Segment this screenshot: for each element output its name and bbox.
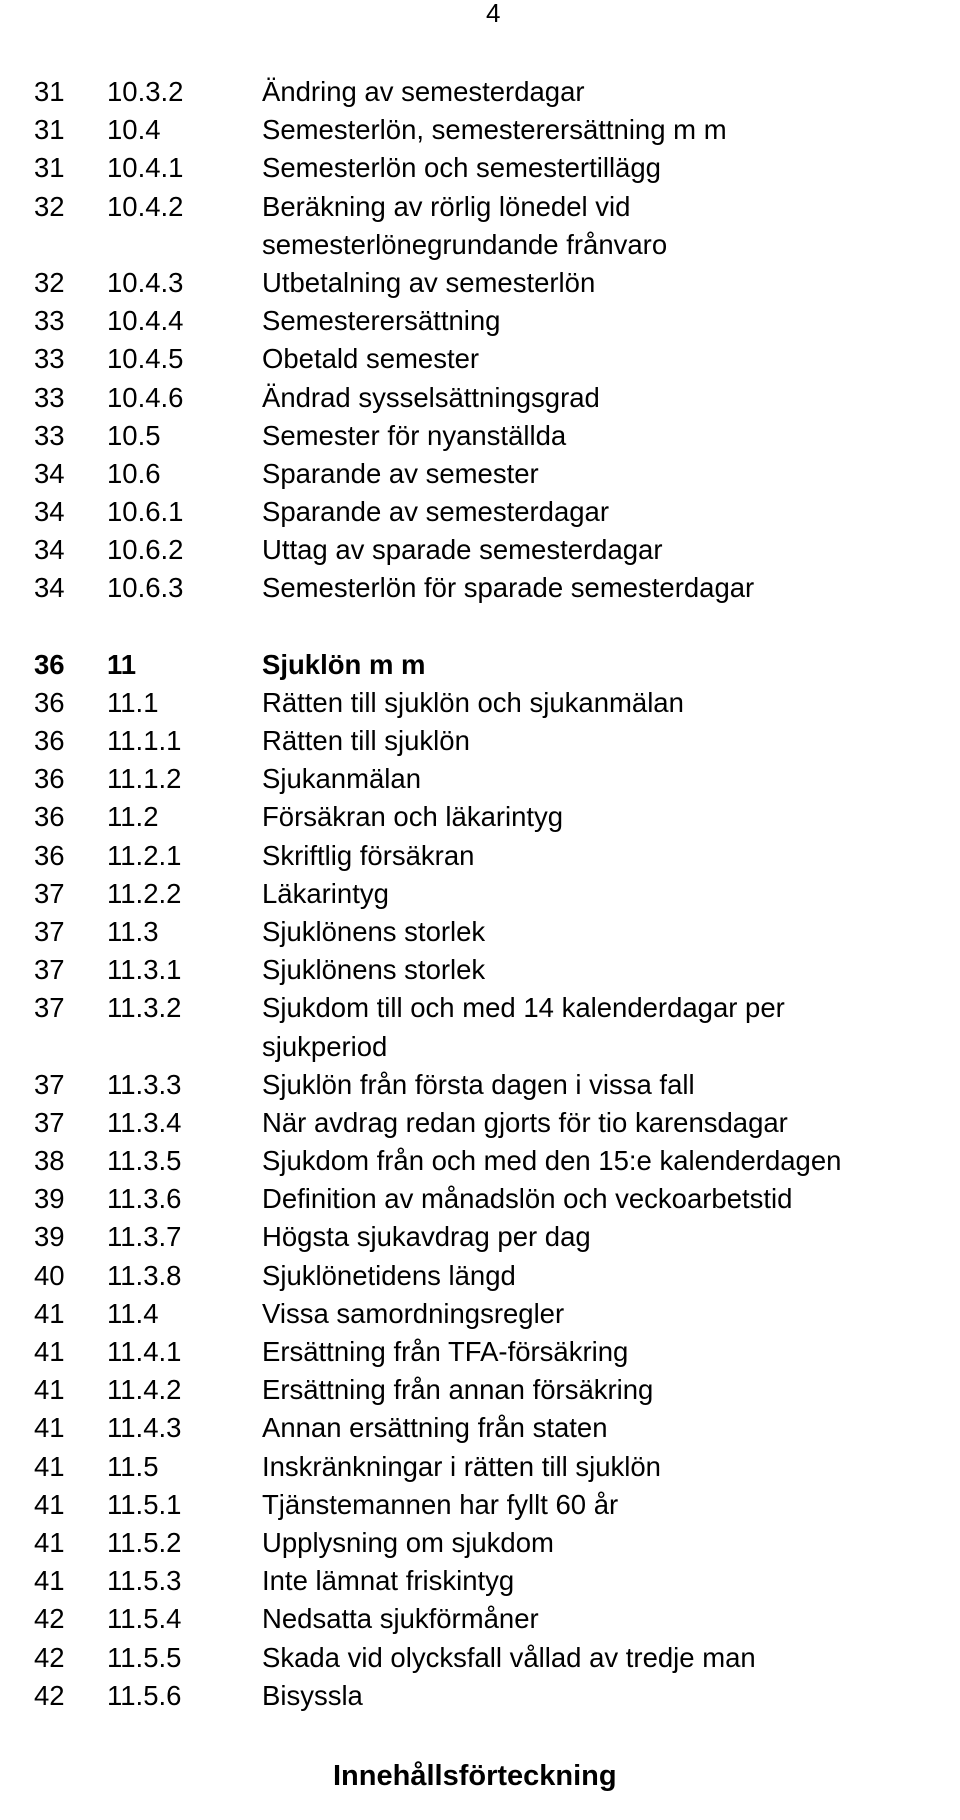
toc-entry-page: 41: [34, 1374, 65, 1406]
toc-entry-title-line: Nedsatta sjukförmåner: [262, 1603, 539, 1635]
toc-entry-page: 41: [34, 1336, 65, 1368]
toc-entry: [34, 989, 960, 1065]
toc-entry-title-line: Utbetalning av semesterlön: [262, 266, 596, 298]
toc-entry: [34, 1218, 960, 1256]
toc-entry-title-line: Rätten till sjuklön och sjukanmälan: [262, 686, 684, 718]
footer-title: Innehållsförteckning: [333, 1760, 617, 1792]
toc-entry-section-number: 11.3.8: [107, 1259, 182, 1291]
toc-entry-section-number: 11.3.6: [107, 1183, 182, 1215]
toc-entry-section-number: 10.4.3: [107, 266, 184, 298]
toc-entry-title-line: Tjänstemannen har fyllt 60 år: [262, 1488, 619, 1520]
toc-entry: [34, 379, 960, 417]
toc-entry-page: 37: [34, 1068, 65, 1100]
toc-entry-title: [262, 1218, 591, 1256]
toc-entry-title: [262, 417, 566, 455]
toc-entry-title-line: Sjuklönens storlek: [262, 954, 486, 986]
toc-entry-section-number: 10.4.2: [107, 190, 184, 222]
toc-entry-title-line: Semesterlön och semestertillägg: [262, 152, 661, 184]
toc-entry-page: 41: [34, 1297, 65, 1329]
toc-entry: [34, 531, 960, 569]
toc-entry-section-number: 10.3.2: [107, 76, 184, 107]
toc-entry-section-number: 11.4: [107, 1297, 159, 1329]
toc-entry-section-number: 10.6.2: [107, 534, 184, 566]
toc-entry-section-number: 11.3: [107, 915, 159, 947]
toc-entry-title: [262, 1524, 554, 1562]
toc-entry-title: [262, 455, 539, 493]
toc-entry-title-line: Inskränkningar i rätten till sjuklön: [262, 1450, 661, 1482]
toc-entry: [34, 1333, 960, 1371]
toc-entry-title-line: Rätten till sjuklön: [262, 725, 470, 757]
toc-entry-page: 37: [34, 992, 65, 1024]
toc-entry: [34, 264, 960, 302]
toc-entry-title: [262, 1257, 516, 1295]
toc-entry-title: [262, 1562, 514, 1600]
toc-entry-section-number: 10.4: [107, 114, 161, 146]
toc-entry-section-number: 11.4.1: [107, 1336, 182, 1368]
toc-entry-section-number: 11.5: [107, 1450, 159, 1482]
toc-entry-page: 33: [34, 419, 65, 451]
toc-entry-title: [262, 1333, 628, 1371]
toc-entry-section-number: 11.5.5: [107, 1641, 182, 1673]
toc-entry-page: 42: [34, 1679, 65, 1711]
toc-entry-title-line: Semesterlön, semesterersättning m m: [262, 114, 727, 146]
toc-entry-page: 37: [34, 877, 65, 909]
toc-entry-title-line: Sjuklön m m: [262, 648, 426, 680]
toc-entry-title-line: semesterlönegrundande frånvaro: [262, 228, 668, 260]
toc-entry-title: [262, 1104, 788, 1142]
toc-entry-title-line: Sparande av semester: [262, 457, 539, 489]
toc-entry: [34, 798, 960, 836]
toc-entry-page: 31: [34, 114, 65, 146]
toc-entry-section-number: 11.3.3: [107, 1068, 182, 1100]
toc-entry: [34, 188, 960, 264]
toc-entry: [34, 340, 960, 378]
toc-entry-page: 34: [34, 572, 65, 604]
toc-entry-title: [262, 837, 474, 875]
toc-entry: [34, 111, 960, 149]
toc-entry-title: [262, 569, 754, 607]
toc-entry-title-line: Semester för nyanställda: [262, 419, 567, 451]
toc-entry-title: [262, 1677, 363, 1715]
toc-entry-title: [262, 149, 661, 187]
toc-entry: [34, 1600, 960, 1638]
toc-entry-page: 41: [34, 1526, 65, 1558]
toc-entry-section-number: 11.2.2: [107, 877, 182, 909]
toc-entry-title-line: Sjukanmälan: [262, 763, 421, 795]
toc-entry: [34, 1524, 960, 1562]
toc-entry-title: [262, 1486, 618, 1524]
toc-entry: [34, 302, 960, 340]
toc-entry-page: 32: [34, 190, 65, 222]
toc-entry-page: 36: [34, 763, 65, 795]
toc-entry-page: 41: [34, 1412, 65, 1444]
toc-entry-title-line: Ersättning från TFA-försäkring: [262, 1336, 629, 1368]
page-number: 4: [486, 0, 501, 28]
toc-entry-title-line: Ersättning från annan försäkring: [262, 1374, 654, 1406]
toc-entry-title-line: Bisyssla: [262, 1679, 363, 1711]
toc-entry-page: 32: [34, 266, 65, 298]
toc-entry-title: [262, 1448, 661, 1486]
toc-entry-section-number: 11.3.5: [107, 1145, 182, 1177]
toc-entry-section-number: 11.5.1: [107, 1488, 182, 1520]
toc-entry-title-line: Obetald semester: [262, 343, 480, 375]
toc-entry-section-number: 11.3.1: [107, 954, 182, 986]
toc-entry-title: [262, 340, 479, 378]
toc-entry: [34, 875, 960, 913]
toc-entry: [34, 1295, 960, 1333]
toc-entry: [34, 569, 960, 607]
toc-entry: [34, 73, 960, 111]
toc-entry-page: 41: [34, 1488, 65, 1520]
toc-entry-page: 42: [34, 1603, 65, 1635]
toc-entry-page: 33: [34, 305, 65, 337]
toc-entry: [34, 913, 960, 951]
toc-entry-page: 39: [34, 1221, 65, 1253]
toc-entry-section-number: 11.3.2: [107, 992, 182, 1024]
toc-entry: [34, 646, 960, 684]
toc-entry-title: [262, 646, 426, 684]
toc-entry-section-number: 10.6.1: [107, 496, 184, 528]
toc-entry: [34, 1180, 960, 1218]
toc-entry-page: 36: [34, 648, 65, 680]
toc-entry-page: 37: [34, 954, 65, 986]
toc-entry-title-line: Annan ersättning från staten: [262, 1412, 608, 1444]
toc-entry-page: 38: [34, 1145, 65, 1177]
toc-entry-section-number: 11.1.1: [107, 725, 182, 757]
toc-entry-section-number: 11.3.4: [107, 1106, 182, 1138]
toc-entry-title: [262, 493, 609, 531]
toc-entry-title-line: Upplysning om sjukdom: [262, 1526, 554, 1558]
toc-entry-title-line: Försäkran och läkarintyg: [262, 801, 564, 833]
toc-entry-page: 36: [34, 801, 65, 833]
toc-entry: [34, 1562, 960, 1600]
toc-entry-title: [262, 913, 485, 951]
toc-entry: [34, 1409, 960, 1447]
toc-entry-section-number: 11.4.2: [107, 1374, 182, 1406]
toc-entry-page: 41: [34, 1450, 65, 1482]
toc-entry-section-number: 11.3.7: [107, 1221, 182, 1253]
toc-entry-title: [262, 379, 600, 417]
toc-entry-title-line: Skriftlig försäkran: [262, 839, 475, 871]
toc-entry: [34, 837, 960, 875]
toc-entry: [34, 1066, 960, 1104]
toc-entry-title-line: Inte lämnat friskintyg: [262, 1565, 515, 1597]
toc-entry-title-line: Sjukdom till och med 14 kalenderdagar per: [262, 992, 785, 1024]
toc-entry-section-number: 10.5: [107, 419, 161, 451]
toc-entry-title-line: Sjukdom från och med den 15:e kalenderdagen: [262, 1145, 842, 1177]
toc-entry-title-line: Sparande av semesterdagar: [262, 496, 610, 528]
toc-entry-title: [262, 760, 421, 798]
toc-entry-page: 31: [34, 152, 65, 184]
toc-entry-title-line: Sjuklönetidens längd: [262, 1259, 516, 1291]
toc-entry-title-line: Ändring av semesterdagar: [262, 76, 585, 107]
toc-entry: [34, 1257, 960, 1295]
toc-entry-section-number: 11.5.2: [107, 1526, 182, 1558]
toc-entry-title: [262, 1142, 841, 1180]
toc-entry-title: [262, 1371, 653, 1409]
toc-entry: [34, 951, 960, 989]
toc-entry-page: 33: [34, 343, 65, 375]
toc-entry-title-line: sjukperiod: [262, 1030, 388, 1062]
toc-entry-title-line: Definition av månadslön och veckoarbetstid: [262, 1183, 793, 1215]
toc-entry-section-number: 11.4.3: [107, 1412, 182, 1444]
toc-entry-page: 31: [34, 76, 65, 107]
toc-entry: [34, 455, 960, 493]
toc-entry-section-number: 10.6: [107, 457, 161, 489]
toc-entry-section-number: 11.5.6: [107, 1679, 182, 1711]
toc-entry-title: [262, 302, 500, 340]
toc-entry-section-number: 10.4.1: [107, 152, 184, 184]
toc-entry-title-line: När avdrag redan gjorts för tio karensdagar: [262, 1106, 788, 1138]
toc-entry-title: [262, 1295, 564, 1333]
toc-entry-title-line: Semesterlön för sparade semesterdagar: [262, 572, 755, 604]
toc-entry: [34, 684, 960, 722]
toc-entry: [34, 1371, 960, 1409]
toc-entry-page: 40: [34, 1259, 65, 1291]
toc-entry-section-number: 10.6.3: [107, 572, 184, 604]
toc-entry-section-number: 11.5.3: [107, 1565, 182, 1597]
toc-entry-title: [262, 531, 663, 569]
toc-entry-section-number: 11: [107, 648, 137, 680]
toc-entry-title: [262, 73, 585, 111]
toc-entry-page: 39: [34, 1183, 65, 1215]
toc-entry: [34, 417, 960, 455]
toc-entry-title-line: Läkarintyg: [262, 877, 389, 909]
toc-entry-title-line: Ändrad sysselsättningsgrad: [262, 381, 600, 413]
toc-entry-title: [262, 1639, 756, 1677]
toc-entry-title-line: Sjuklön från första dagen i vissa fall: [262, 1068, 695, 1100]
toc-entry-section-number: 10.4.4: [107, 305, 184, 337]
toc-entry-section-number: 11.5.4: [107, 1603, 182, 1635]
toc-entry-section-number: 11.2: [107, 801, 159, 833]
toc-entry-title-line: Uttag av sparade semesterdagar: [262, 534, 663, 566]
toc-entry: [34, 493, 960, 531]
toc-entry-title: [262, 1600, 539, 1638]
toc-entry-title: [262, 188, 667, 264]
toc-entry-title: [262, 1180, 792, 1218]
toc-entry-title-line: Semesterersättning: [262, 305, 501, 337]
toc-entry-title-line: Beräkning av rörlig lönedel vid: [262, 190, 631, 222]
toc-entry-title-line: Högsta sjukavdrag per dag: [262, 1221, 591, 1253]
toc-entry-page: 33: [34, 381, 65, 413]
toc-entry-section-number: 11.1: [107, 686, 159, 718]
toc-entry-page: 42: [34, 1641, 65, 1673]
toc-entry-title-line: Skada vid olycksfall vållad av tredje man: [262, 1641, 756, 1673]
toc-entry-section-number: 11.2.1: [107, 839, 182, 871]
toc-entry-title: [262, 798, 563, 836]
toc-entry-page: 34: [34, 457, 65, 489]
toc-entry-title: [262, 264, 595, 302]
toc-entry-page: 41: [34, 1565, 65, 1597]
toc-entry-title: [262, 951, 485, 989]
toc-entry-page: 36: [34, 686, 65, 718]
toc-entry: [34, 1104, 960, 1142]
toc-entry: [34, 722, 960, 760]
toc-entry: [34, 760, 960, 798]
toc-entry-title: [262, 875, 389, 913]
toc-entry: [34, 1677, 960, 1715]
toc-entry-title: [262, 722, 470, 760]
toc-entry-page: 37: [34, 1106, 65, 1138]
table-of-contents: [34, 73, 960, 1715]
toc-entry-title: [262, 989, 785, 1065]
toc-entry-page: 34: [34, 534, 65, 566]
toc-entry-page: 37: [34, 915, 65, 947]
toc-entry: [34, 1486, 960, 1524]
toc-entry: [34, 1142, 960, 1180]
toc-entry-section-number: 11.1.2: [107, 763, 182, 795]
toc-entry-page: 36: [34, 839, 65, 871]
toc-entry-section-number: 10.4.5: [107, 343, 184, 375]
toc-entry-title-line: Vissa samordningsregler: [262, 1297, 565, 1329]
toc-entry: [34, 149, 960, 187]
toc-entry-page: 34: [34, 496, 65, 528]
toc-entry: [34, 1639, 960, 1677]
toc-entry-title: [262, 1066, 695, 1104]
toc-entry-title-line: Sjuklönens storlek: [262, 915, 486, 947]
toc-entry-title: [262, 111, 727, 149]
toc-entry-title: [262, 684, 684, 722]
toc-entry-title: [262, 1409, 608, 1447]
toc-entry: [34, 1448, 960, 1486]
toc-entry-section-number: 10.4.6: [107, 381, 184, 413]
toc-entry-page: 36: [34, 725, 65, 757]
